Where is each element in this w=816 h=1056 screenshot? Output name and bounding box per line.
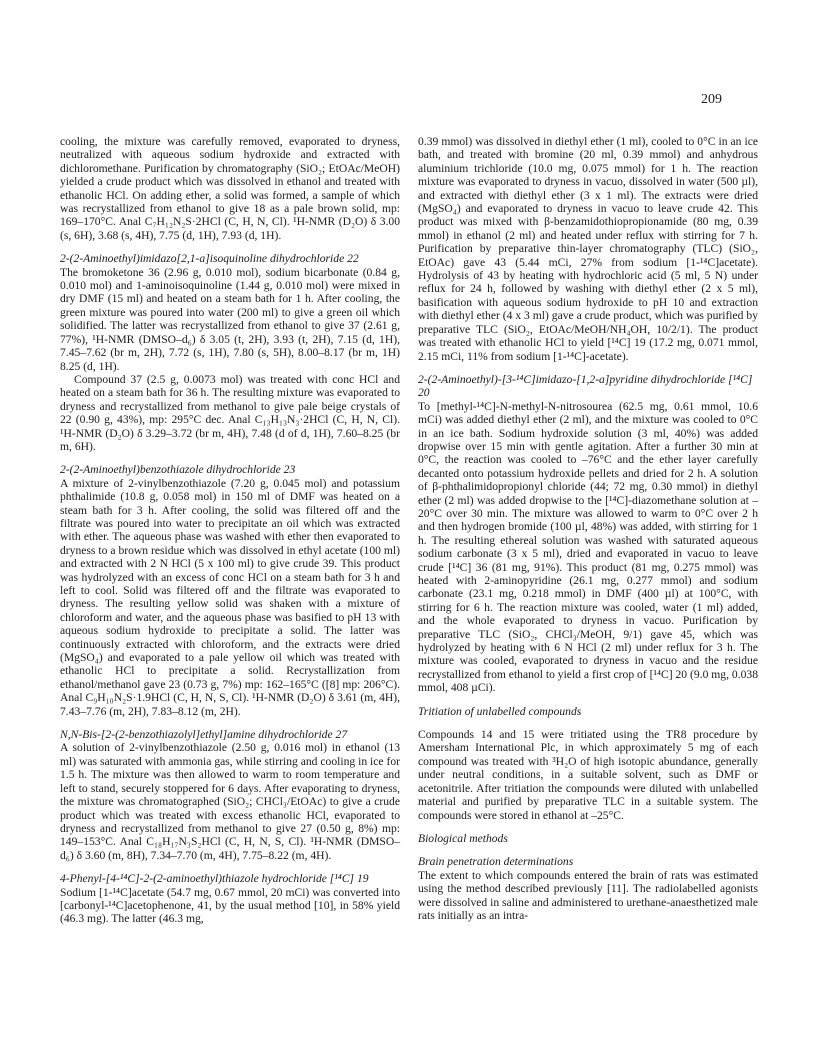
section-heading: Brain penetration determinations: [418, 855, 574, 869]
page-number: 209: [701, 92, 722, 107]
body-paragraph: 0.39 mmol) was dissolved in diethyl ether (1 ml), cooled to 0°C in an ice bath, and treated with bromine (20 ml, 0.39 mmol) and anhydrous aluminium trichloride (10.0 mg, 0.075 mmol) for 1 h. The reaction mixture was evaporated to dryness in vacuo, dissolved in water (500 µl), and extracted with diethyl ether (3 x 1 ml). The extracts were dried (MgSO₄) and evaporated to dryness in vacuo to leave crude 42. This product was mixed with β-benzamidothiopropionamide (80 mg, 0.39 mmol) in ethanol (2 ml) and heated under reflux with stirring for 7 h. Purification by preparative thin-layer chromatography (TLC) (SiO₂, EtOAc) gave 43 (5.44 mCi, 27% from sodium [1-¹⁴C]acetate). Hydrolysis of 43 by heating with hydrochloric acid (5 ml, 5 N) under reflux for 24 h, followed by washing with diethyl ether (2 x 5 ml), basification with aqueous sodium hydroxide to pH 10 and extraction with diethyl ether (4 x 3 ml) gave a crude product, which was purified by preparative TLC (SiO₂, EtOAc/MeOH/NH₄OH, 10/2/1). The product was treated with ethanolic HCl to yield [¹⁴C] 19 (17.2 mg, 0.071 mmol, 2.15 mCi, 11% from sodium [1-¹⁴C]-acetate).: [418, 135, 758, 363]
section-heading: 2-(2-Aminoethyl)benzothiazole dihydrochloride 23: [60, 463, 296, 477]
body-paragraph: A solution of 2-vinylbenzothiazole (2.50 g, 0.016 mol) in ethanol (13 ml) was saturated with ammonia gas, while stirring and cooling in ice for 1.5 h. The mixture was then allowed to warm to room temperature and left to stand, securely stoppered for 6 days. After evaporating to dryness, the mixture was chromatographed (SiO₂; CHCl₃/EtOAc) to give a crude product which was treated with excess ethanolic HCl, evaporated to dryness and recrystallized from methanol to give 27 (0.50 g, 8%) mp: 149–153°C. Anal C₁₈H₁₇N₃S₂HCl (C, H, N, S, Cl). ¹H-NMR (DMSO–d₆) δ 3.60 (m, 8H), 7.34–7.70 (m, 4H), 7.75–8.22 (m, 4H).: [60, 741, 400, 862]
body-paragraph: Compound 37 (2.5 g, 0.0073 mol) was treated with conc HCl and heated on a steam bath for 36 h. The resulting mixture was evaporated to dryness and recrystallized from methanol to give pale beige crystals of 22 (0.90 g, 43%), mp: 295°C dec. Anal C₁₃H₁₃N₃·2HCl (C, H, N, Cl). ¹H-NMR (D₂O) δ 3.29–3.72 (br m, 4H), 7.48 (d of d, 1H), 7.60–8.25 (br m, 6H).: [60, 372, 400, 453]
body-paragraph: cooling, the mixture was carefully removed, evaporated to dryness, neutralized with aqueous sodium hydroxide and extracted with dichloromethane. Purification by chromatography (SiO₂; EtOAc/MeOH) yielded a crude product which was dissolved in ethanol and treated with ethanolic HCl. On adding ether, a solid was formed, a sample of which was recrystallized from ethanol to give 18 as a pale brown solid, mp: 169–170°C. Anal C₇H₁₂N₂S·2HCl (C, H, N, Cl). ¹H-NMR (D₂O) δ 3.00 (s, 6H), 3.68 (s, 4H), 7.75 (d, 1H), 7.93 (d, 1H).: [60, 135, 400, 242]
spacer: [418, 845, 758, 855]
spacer: [60, 453, 400, 463]
section-heading: N,N-Bis-[2-(2-benzothiazolyl]ethyl]amine dihydrochloride 27: [60, 728, 348, 742]
spacer: [418, 822, 758, 832]
section-heading: Tritiation of unlabelled compounds: [418, 704, 582, 718]
body-paragraph: The bromoketone 36 (2.96 g, 0.010 mol), sodium bicarbonate (0.84 g, 0.010 mol) and 1-aminoisoquinoline (1.44 g, 0.010 mol) were mixed in dry DMF (15 ml) and heated on a steam bath for 1 h. After cooling, the green mixture was poured into water (200 ml) to give a green oil which solidified. The latter was recrystallized from ethanol to give 37 (2.61 g, 77%), ¹H-NMR (DMSO–d₆) δ 3.05 (t, 2H), 3.93 (t, 2H), 7.15 (d, 1H), 7.45–7.62 (br m, 2H), 7.72 (s, 1H), 7.80 (s, 5H), 8.00–8.17 (br m, 1H) 8.25 (d, 1H).: [60, 265, 400, 373]
spacer: [60, 862, 400, 872]
section-heading: 4-Phenyl-[4-¹⁴C]-2-(2-aminoethyl)thiazole hydrochloride [¹⁴C] 19: [60, 872, 369, 886]
spacer: [60, 242, 400, 252]
body-paragraph: A mixture of 2-vinylbenzothiazole (7.20 g, 0.045 mol) and potassium phthalimide (10.8 g, 0.058 mol) in 150 ml of DMF was heated on a steam bath for 3 h. After cooling, the solid was filtered off and the filtrate was poured into water to precipitate an oil which was extracted with ether. The aqueous phase was washed with ether then evaporated to dryness to a brown residue which was dissolved in ethyl acetate (100 ml) and extracted with 2 N HCl (5 x 100 ml) to give crude 39. This product was hydrolyzed with an excess of conc HCl on a steam bath for 3 h and left to cool. Solid was filtered off and the filtrate was evaporated to dryness. The resulting yellow solid was shaken with a mixture of chloroform and water, and the aqueous phase was basified to pH 13 with aqueous sodium hydroxide to precipitate a solid. The latter was continuously extracted with chloroform, and the extracts were dried (MgSO₄) and evaporated to a pale yellow oil which was treated with ethanolic HCl to precipitate a solid. Recrystallization from ethanol/methanol gave 23 (0.73 g, 7%) mp: 162–165°C ([8] mp: 206°C). Anal C₉H₁₀N₂S·1.9HCl (C, H, N, S, Cl). ¹H-NMR (D₂O) δ 3.61 (m, 4H), 7.43–7.76 (m, 2H), 7.83–8.12 (m, 2H).: [60, 476, 400, 718]
left-column: [60, 135, 400, 926]
spacer: [418, 695, 758, 705]
spacer: [60, 718, 400, 728]
body-paragraph: Compounds 14 and 15 were tritiated using the TR8 procedure by Amersham International Plc, in which approximately 5 mg of each compound was treated with ³H₂O of high isotopic abundance, generally under neutral conditions, in a suitable solvent, such as DMF or acetonitrile. After tritiation the compounds were diluted with unlabelled material and purified by preparative TLC in a suitable system. The compounds were stored in ethanol at –25°C.: [418, 728, 758, 822]
body-paragraph: The extent to which compounds entered the brain of rats was estimated using the method described previously [11]. The radiolabelled agonists were dissolved in saline and administered to urethane-anaesthetized male rats initially as an intra-: [418, 868, 758, 922]
body-paragraph: To [methyl-¹⁴C]-N-methyl-N-nitrosourea (62.5 mg, 0.61 mmol, 10.6 mCi) was added diethyl ether (2 ml), and the mixture was cooled to 0°C in an ice bath. Sodium hydroxide solution (3 ml, 40%) was added dropwise over 15 min with gentle agitation. After a further 30 min at 0°C, the reaction was cooled to –76°C and the ether layer carefully decanted onto potassium hydroxide pellets and dried for 2 h. A solution of β-phthalimidopropionyl chloride (44; 72 mg, 0.30 mmol) in diethyl ether (2 ml) was added dropwise to the [¹⁴C]-diazomethane solution at –20°C over 30 min. The mixture was allowed to warm to 0°C over 2 h and then hydrogen bromide (100 µl, 48%) was added, with stirring for 1 h. The resulting ethereal solution was washed with saturated aqueous sodium carbonate (3 x 5 ml), dried and evaporated in vacuo to leave crude [¹⁴C] 36 (81 mg, 91%). This product (81 mg, 0.275 mmol) was heated with 2-aminopyridine (26.1 mg, 0.277 mmol) and sodium carbonate (23.1 mg, 0.218 mmol) in DMF (400 µl) at 100°C, with stirring for 6 h. The reaction mixture was cooled, water (1 ml) added, and the whole evaporated to dryness in vacuo. Purification by preparative TLC (SiO₂, CHCl₃/MeOH, 9/1) gave 45, which was hydrolyzed by heating with 6 N HCl (2 ml) under reflux for 3 h. The mixture was cooled, evaporated to dryness in vacuo and the residue recrystallized from ethanol to yield a first crop of [¹⁴C] 20 (9.0 mg, 0.038 mmol, 408 µCi).: [418, 399, 758, 695]
right-column: [418, 135, 758, 922]
body-paragraph: Sodium [1-¹⁴C]acetate (54.7 mg, 0.67 mmol, 20 mCi) was converted into [carbonyl-¹⁴C]acetophenone, 41, by the usual method [10], in 58% yield (46.3 mg). The latter (46.3 mg,: [60, 885, 400, 926]
section-heading: 2-(2-Aminoethyl)-[3-¹⁴C]imidazo-[1,2-a]pyridine dihydrochloride [¹⁴C] 20: [418, 372, 753, 400]
spacer: [418, 718, 758, 728]
spacer: [418, 363, 758, 373]
section-heading: Biological methods: [418, 831, 508, 845]
section-heading: 2-(2-Aminoethyl)imidazo[2,1-a]isoquinoline dihydrochloride 22: [60, 252, 359, 266]
